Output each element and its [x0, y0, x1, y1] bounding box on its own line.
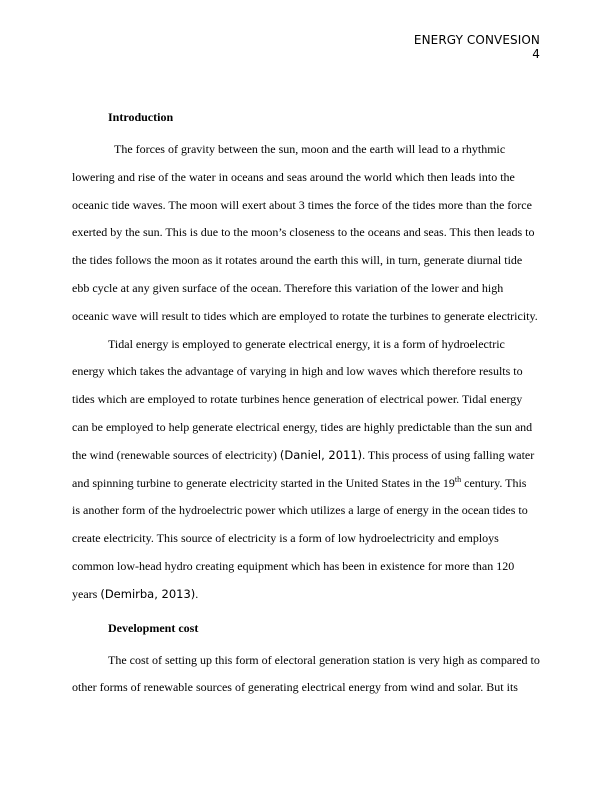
- text-segment: century. This: [461, 475, 527, 490]
- text-line: Tidal energy is employed to generate electrical energy, it is a form of hydroelectric: [108, 336, 505, 351]
- text-segment: the wind (renewable sources of electricity): [72, 447, 280, 462]
- header-title: ENERGY CONVESION: [413, 33, 540, 47]
- text-segment: . This process of using falling water: [362, 447, 535, 462]
- running-header: [414, 33, 540, 61]
- citation-demirba-2013: (Demirba, 2013): [100, 586, 196, 601]
- text-segment: years: [72, 586, 101, 601]
- text-line: common low-head hydro creating equipment which has been in existence for more than 120: [72, 558, 515, 573]
- text-line: is another form of the hydroelectric power which utilizes a large of energy in the ocean tides to: [72, 503, 528, 518]
- text-line: [72, 470, 542, 498]
- heading-introduction: Introduction: [108, 110, 174, 124]
- text-line: energy which takes the advantage of varying in high and low waves which therefore results to: [72, 364, 523, 379]
- text-segment: .: [195, 586, 199, 601]
- text-line: tides which are employed to rotate turbines hence generation of electrical power. Tidal energy: [72, 392, 523, 407]
- text-line: ebb cycle at any given surface of the ocean. Therefore this variation of the lower and high: [72, 280, 504, 295]
- text-line: The cost of setting up this form of electoral generation station is very high as compared to: [108, 652, 540, 667]
- citation-daniel-2011: (Daniel, 2011): [279, 447, 363, 462]
- text-line: lowering and rise of the water in oceans and seas around the world which then leads into the: [72, 169, 515, 184]
- text-line: oceanic tide waves. The moon will exert about 3 times the force of the tides more than the force: [72, 197, 532, 212]
- text-line: the tides follows the moon as it rotates around the earth this will, in turn, generate diurnal tide: [72, 253, 523, 268]
- superscript-th: th: [454, 474, 462, 484]
- text-line: The forces of gravity between the sun, moon and the earth will lead to a rhythmic: [114, 142, 506, 156]
- intro-paragraph-1: [72, 136, 542, 331]
- intro-paragraph-2: [72, 331, 542, 609]
- text-segment: and spinning turbine to generate electricity started in the United States in the 19: [72, 475, 455, 490]
- text-line: other forms of renewable sources of generating electrical energy from wind and solar. But its: [72, 680, 518, 695]
- text-line: can be employed to help generate electrical energy, tides are highly predictable than the sun and: [72, 419, 533, 434]
- text-line: oceanic wave will result to tides which are employed to rotate the turbines to generate electricity.: [72, 308, 538, 323]
- text-line: [72, 581, 542, 609]
- document-body: [72, 108, 542, 702]
- text-line: exerted by the sun. This is due to the moon’s closeness to the oceans and seas. This then leads to: [72, 225, 535, 240]
- page-number: 4: [532, 47, 540, 61]
- text-line: [72, 442, 542, 470]
- development-cost-paragraph: [72, 647, 542, 703]
- text-line: create electricity. This source of electricity is a form of low hydroelectricity and employs: [72, 531, 499, 546]
- heading-development-cost: Development cost: [108, 620, 199, 635]
